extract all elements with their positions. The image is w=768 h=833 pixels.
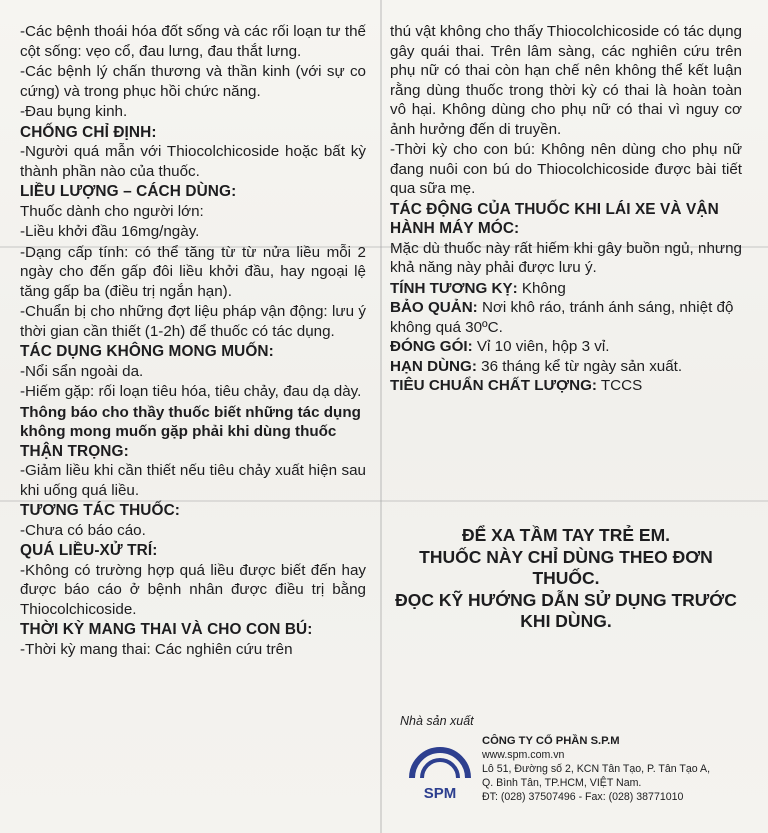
packaging-line: [390, 337, 742, 357]
notify-doctor-text: Thông báo cho thầy thuốc biết những tác dụng không mong muốn gặp phải khi dùng thuốc: [20, 403, 361, 440]
quality-standard-label: TIÊU CHUẨN CHẤT LƯỢNG:: [390, 377, 597, 394]
incompatibility-value: Không: [517, 279, 566, 297]
warning-read-instructions: ĐỌC KỸ HƯỚNG DẪN SỬ DỤNG TRƯỚC KHI DÙNG.: [395, 589, 737, 631]
indication-item: -Các bệnh thoái hóa đốt sống và các rối loạn tư thế cột sống: vẹo cổ, đau lưng, đau thắt lưng.: [20, 23, 366, 60]
packaging-value: Vỉ 10 viên, hộp 3 vỉ.: [472, 338, 610, 355]
driving-heading: TÁC ĐỘNG CỦA THUỐC KHI LÁI XE VÀ VẬN HÀNH MÁY MÓC:: [390, 200, 719, 237]
expiry-line: [390, 357, 742, 377]
indication-item: -Đau bụng kinh.: [20, 103, 128, 120]
caution-text: -Giảm liều khi cần thiết nếu tiêu chảy xuất hiện sau khi uống quá liều.: [20, 462, 366, 499]
right-column: [390, 22, 742, 396]
dosage-text: -Chuẩn bị cho những đợt liệu pháp vận động: lưu ý thời gian cần thiết (1-2h) để thuốc có tác dụng.: [20, 303, 366, 340]
incompatibility-line: [390, 279, 742, 299]
overdose-heading: QUÁ LIỀU-XỬ TRÍ:: [20, 542, 158, 559]
company-address: Q. Bình Tân, TP.HCM, VIỆT Nam.: [482, 777, 642, 789]
interaction-heading: TƯƠNG TÁC THUỐC:: [20, 502, 181, 519]
indication-item: -Các bệnh lý chấn thương và thần kinh (với sự co cứng) và trong phục hồi chức năng.: [20, 63, 366, 100]
side-effects-heading: TÁC DỤNG KHÔNG MONG MUỐN:: [20, 343, 274, 360]
packaging-label: ĐÓNG GÓI:: [390, 338, 473, 355]
caution-heading: THẬN TRỌNG:: [20, 442, 129, 460]
pregnancy-heading: THỜI KỲ MANG THAI VÀ CHO CON BÚ:: [20, 621, 313, 638]
pregnancy-text-continued: thú vật không cho thấy Thiocolchicoside có tác dụng gây quái thai. Trên lâm sàng, các nghiên cứu trên phụ nữ có thai còn hạn chế nên không thể kết luận rằng dùng thuốc trong thời kỳ có thai là hoàn toàn vô hại. Không dùng cho phụ nữ có thai vì nguy cơ ảnh hưởng đến di truyền.: [390, 23, 742, 138]
storage-value: Nơi khô ráo, tránh ánh sáng, nhiệt độ không quá 30ºC.: [390, 299, 734, 336]
expiry-value: 36 tháng kể từ ngày sản xuất.: [476, 357, 683, 375]
overdose-text: -Không có trường hợp quá liều được biết đến hay được báo cáo ở bệnh nhân được điều trị bằng Thiocolchicoside.: [20, 561, 366, 618]
logo-arc: [422, 760, 458, 778]
warning-keep-away: ĐỂ XA TẦM TAY TRẺ EM.: [461, 525, 671, 545]
side-effect-item: -Hiếm gặp: rối loạn tiêu hóa, tiêu chảy, đau dạ dày.: [20, 383, 362, 400]
dosage-text: Thuốc dành cho người lớn:: [20, 202, 204, 220]
company-info: [482, 734, 752, 804]
contraindication-heading: CHỐNG CHỈ ĐỊNH:: [20, 123, 157, 141]
driving-text: Mặc dù thuốc này rất hiếm khi gây buồn ngủ, nhưng khả năng này phải được lưu ý.: [390, 239, 742, 276]
warning-block: [390, 525, 742, 633]
company-name: CÔNG TY CỔ PHẦN S.P.M: [482, 735, 620, 747]
logo-arc: [412, 750, 468, 778]
warning-prescription: THUỐC NÀY CHỈ DÙNG THEO ĐƠN THUỐC.: [419, 546, 713, 588]
nursing-text: -Thời kỳ cho con bú: Không nên dùng cho phụ nữ đang nuôi con bú do Thiocolchicoside được bài tiết qua sữa mẹ.: [390, 141, 742, 197]
quality-standard-value: TCCS: [596, 377, 643, 394]
company-website: www.spm.com.vn: [482, 749, 565, 761]
storage-label: BẢO QUẢN:: [390, 299, 478, 316]
storage-line: [390, 298, 742, 337]
contraindication-text: -Người quá mẫn với Thiocolchicoside hoặc bất kỳ thành phần nào của thuốc.: [20, 143, 366, 180]
pregnancy-text: -Thời kỳ mang thai: Các nghiên cứu trên: [20, 640, 293, 658]
manufacturer-label: Nhà sản xuất: [400, 714, 474, 728]
incompatibility-label: TÍNH TƯƠNG KỴ:: [390, 279, 518, 297]
dosage-heading: LIỀU LƯỢNG – CÁCH DÙNG:: [20, 183, 237, 200]
company-address: Lô 51, Đường số 2, KCN Tân Tạo, P. Tân Tạo A,: [482, 763, 711, 775]
company-phone: ĐT: (028) 37507496 - Fax: (028) 38771010: [482, 791, 684, 803]
interaction-text: -Chưa có báo cáo.: [20, 521, 146, 539]
logo-text: SPM: [423, 785, 457, 802]
spm-logo: [400, 740, 480, 802]
dosage-text: -Dạng cấp tính: có thể tăng từ từ nửa liều mỗi 2 ngày cho đến gấp đôi liều khởi đầu, hay ngoại lệ tăng gấp ba (điều trị ngắn hạn).: [20, 243, 366, 300]
dosage-text: -Liều khởi đầu 16mg/ngày.: [20, 223, 200, 240]
expiry-label: HẠN DÙNG:: [390, 357, 477, 375]
fold-line: [380, 0, 382, 833]
quality-standard-line: [390, 376, 742, 396]
left-column: [20, 22, 366, 660]
side-effect-item: -Nổi sẩn ngoài da.: [20, 362, 144, 380]
